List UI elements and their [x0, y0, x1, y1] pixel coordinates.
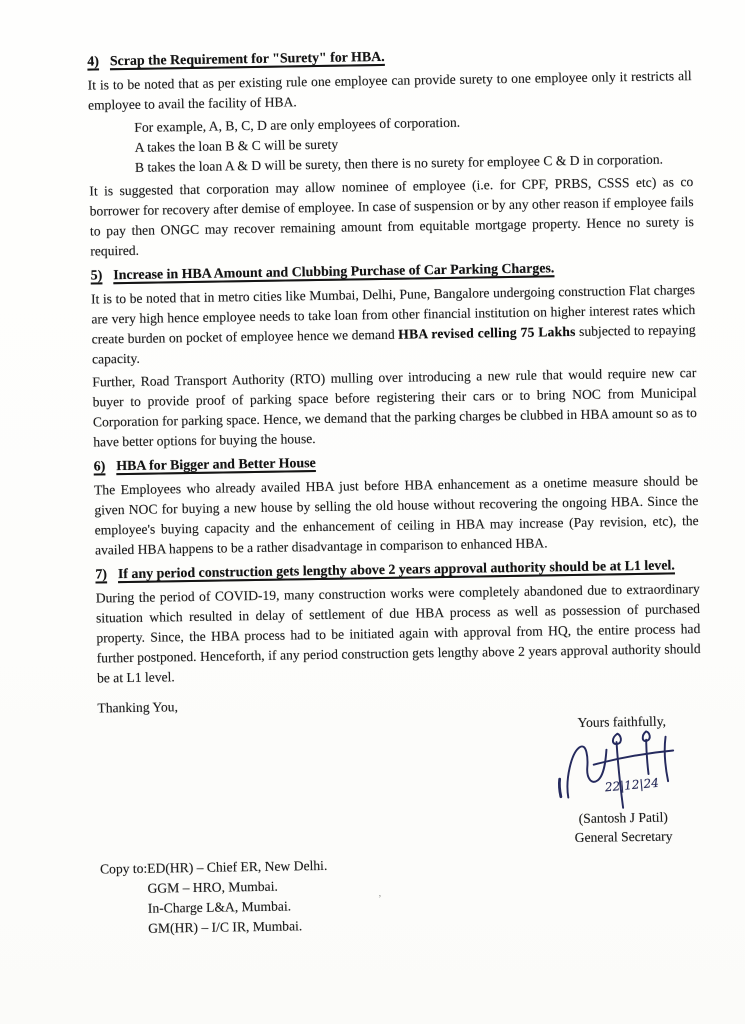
paragraph: During the period of COVID-19, many construction works were completely abandoned due to extraordinary situation which resulted in delay of settlement of due HBA process as well as possession of purchased property. Since, the HBA process had to be initiated again with approval from HQ, the entire process had further postponed. Henceforth, if any period construction gets lengthy above 2 years approval authority should be at L1 level. [95, 581, 701, 686]
paragraph: Further, Road Transport Authority (RTO) mulling over introducing a new rule that would require new car buyer to provide proof of parking space before registering their cars or to bring NOC from Municipal Corporation for parking space. Hence, we demand that the parking charges be clubbed in HBA amount so as to have better options for buying the house. [92, 365, 698, 450]
example-line: B takes the loan A & D will be surety, then there is no surety for employee C & D in corporation. [134, 151, 664, 175]
valediction: Yours faithfully, [577, 713, 667, 730]
paragraph: It is to be noted that as per existing rule one employee can provide surety to one employee only it restricts all employee to avail the facility of HBA. [87, 68, 692, 113]
section-title: Increase in HBA Amount and Clubbing Purchase of Car Parking Charges. [113, 261, 555, 284]
letter-body [87, 43, 705, 939]
handwritten-signature-image [547, 725, 698, 815]
example-list [134, 109, 693, 178]
thanking-you: Thanking You, [97, 699, 179, 716]
copy-to-item: ED(HR) – Chief ER, New Delhi. [147, 857, 328, 876]
section-number: 5) [90, 268, 103, 284]
paragraph-text: subjected to repaying capacity. [91, 322, 696, 367]
section-number: 7) [95, 567, 108, 583]
signatory-title: General Secretary [574, 828, 673, 846]
copy-to-list [147, 856, 328, 939]
scan-artifact-speck: ’ [378, 893, 382, 905]
paragraph: The Employees who already availed HBA just before HBA enhancement as a onetime measure should be given NOC for buying a new house by selling the old house without recovering the ongoing HBA. Since the employee's buying capacity and the enhancement of ceiling in HBA may increase (Pay revision, etc), the availed HBA happens to be a rather disadvantage in comparison to enhanced HBA. [93, 473, 699, 558]
section-number: 4) [87, 54, 100, 70]
signature-area [98, 711, 704, 854]
example-line: For example, A, B, C, D are only employees of corporation. [134, 114, 461, 135]
signatory-name: (Santosh J Patil) [578, 809, 668, 826]
section-title: HBA for Bigger and Better House [116, 456, 316, 475]
paragraph-text: It is to be noted that in metro cities like Mumbai, Delhi, Pune, Bangalore undergoing construction Flat charges are very high hence employee needs to take loan from other financial institution on higher interest rates which create burden on pocket of employee hence we demand [90, 282, 696, 347]
section-title: If any period construction gets lengthy above 2 years approval authority should be at L1 level. [117, 558, 675, 583]
section-number: 6) [93, 459, 106, 475]
copy-to-item: GGM – HRO, Mumbai. [147, 878, 278, 896]
copy-to-item: In-Charge L&A, Mumbai. [147, 898, 292, 916]
copy-to-label: Copy to: [99, 860, 148, 877]
paragraph [91, 280, 696, 369]
signature-block [542, 711, 704, 847]
emphasized-demand-text: HBA revised celling 75 Lakhs [398, 323, 576, 342]
copy-to-item: GM(HR) – I/C IR, Mumbai. [148, 918, 303, 936]
paragraph: It is suggested that corporation may allow nominee of employee (i.e. for CPF, PRBS, CSSS etc) as co borrower for recovery after demise of employee. In case of suspension or by any other reason if employee fails to pay then ONGC may recover remaining amount from equitable mortgage property. Hence no surety is required. [89, 174, 695, 259]
copy-to-block [100, 850, 705, 939]
section-title: Scrap the Requirement for "Surety" for HBA. [109, 49, 385, 70]
signature-date: 22|12|24 [604, 775, 660, 795]
example-line: A takes the loan B & C will be surety [134, 136, 339, 155]
